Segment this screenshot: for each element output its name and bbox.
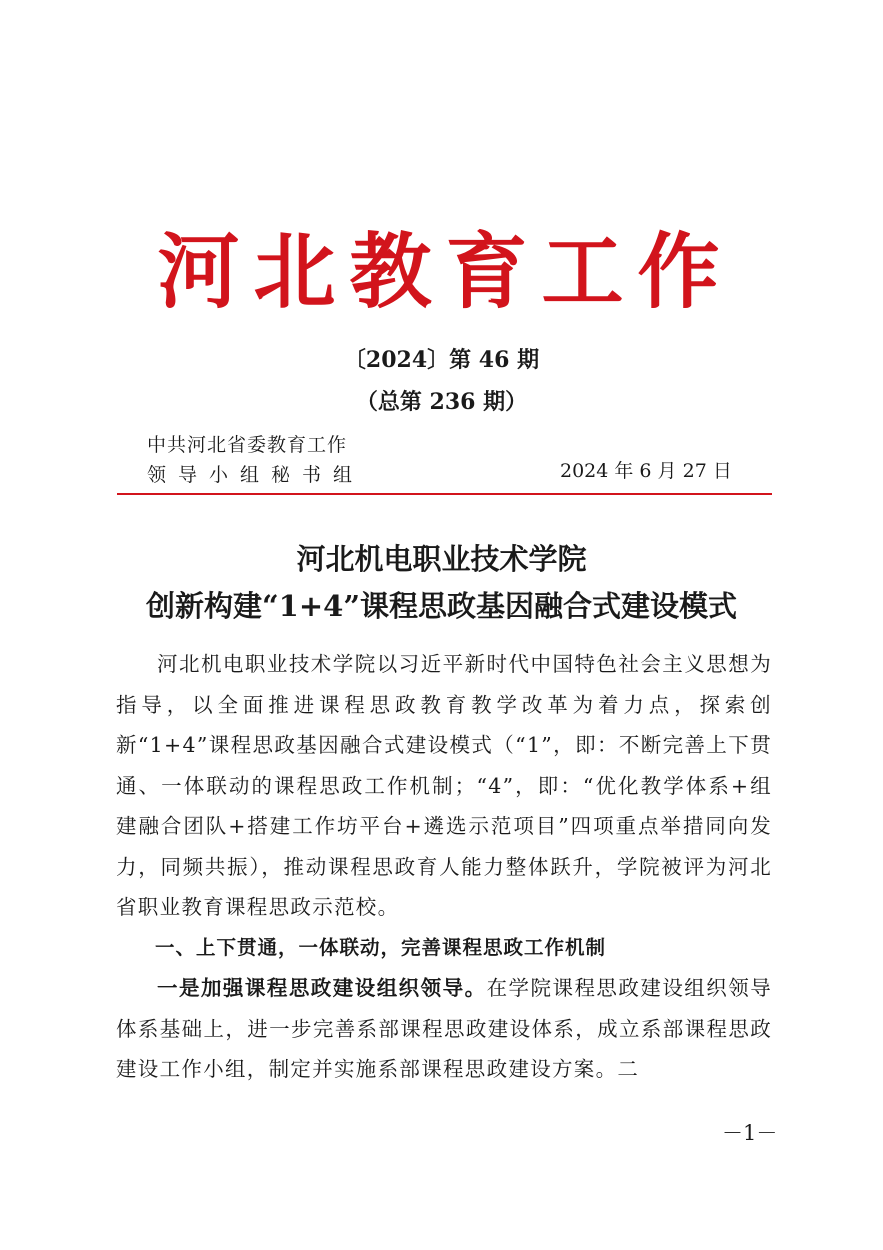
intro-paragraph: 河北机电职业技术学院以习近平新时代中国特色社会主义思想为指导，以全面推进课程思政教育教学改革为着力点，探索创新“1+4”课程思政基因融合式建设模式（“1”，即：不断完善上下贯通、一体联动的课程思政工作机制；“4”，即：“优化教学体系+组建融合团队+搭建工作坊平台+遴选示范项目”四项重点举措同向发力，同频共振），推动课程思政育人能力整体跃升，学院被评为河北省职业教育课程思政示范校。 [116, 652, 772, 919]
paragraph-lead: 一是加强课程思政建设组织领导。 [157, 976, 487, 1000]
article-body [116, 644, 772, 1090]
body-paragraph-2 [116, 968, 772, 1090]
issuer-block [147, 430, 364, 490]
red-divider-rule [117, 493, 772, 495]
section-heading-1: 一、上下贯通，一体联动，完善课程思政工作机制 [155, 935, 607, 959]
page-number: －1－ [722, 1121, 778, 1145]
article-title-line-2: 创新构建“1+4”课程思政基因融合式建设模式 [145, 589, 738, 623]
paragraph-text: 在学院课程思政建设组织领导体系基础上，进一步完善系部课程思政建设体系，成立系部课程思政建设工作小组，制定并实施系部课程思政建设方案。二 [116, 976, 773, 1081]
masthead-title: 河北教育工作 [157, 224, 734, 320]
issuer-line-2: 领导小组秘书组 [147, 464, 365, 486]
issue-total-number: （总第 236 期） [355, 389, 528, 415]
publish-date: 2024 年 6 月 27 日 [560, 460, 732, 482]
article-title [0, 536, 883, 630]
article-title-line-1: 河北机电职业技术学院 [296, 542, 587, 576]
issue-number: 〔2024〕第 46 期 [343, 347, 540, 373]
issuer-line-1: 中共河北省委教育工作 [147, 434, 348, 456]
